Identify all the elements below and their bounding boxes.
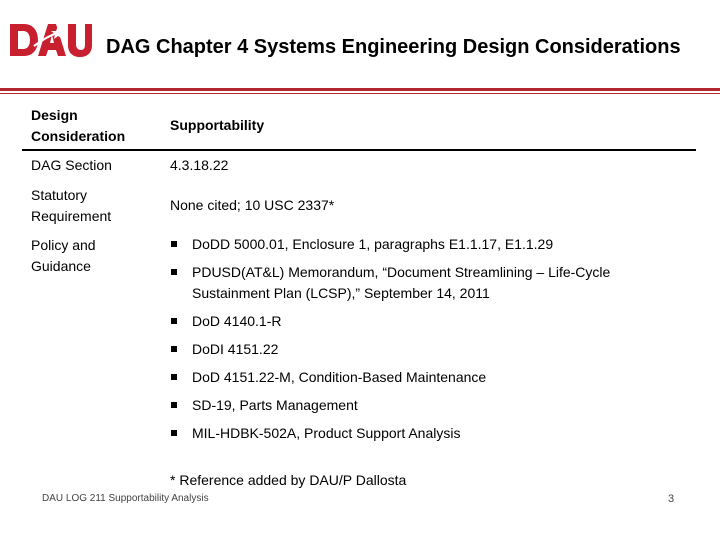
label-design-consideration: Design Consideration — [31, 107, 126, 144]
list-item: MIL-HDBK-502A, Product Support Analysis — [170, 423, 690, 444]
list-item: PDUSD(AT&L) Memorandum, “Document Streamlining – Life-Cycle Sustainment Plan (LCSP),” September 14, 2011 — [170, 262, 690, 304]
value-dag-section: 4.3.18.22 — [170, 157, 229, 173]
bullet-square-icon — [171, 430, 177, 436]
value-design-consideration: Supportability — [170, 117, 265, 133]
bullet-square-icon — [171, 241, 177, 247]
table-header-rule — [22, 149, 696, 151]
footer-course: DAU LOG 211 Supportability Analysis — [42, 493, 209, 504]
list-item: DoDD 5000.01, Enclosure 1, paragraphs E1.1.17, E1.1.29 — [170, 234, 690, 255]
list-item: DoDI 4151.22 — [170, 339, 690, 360]
list-item: DoD 4151.22-M, Condition-Based Maintenance — [170, 367, 690, 388]
value-statutory-requirement: None cited; 10 USC 2337* — [170, 197, 335, 213]
page-title: DAG Chapter 4 Systems Engineering Design Considerations — [106, 36, 681, 58]
header-rule-thin — [0, 93, 720, 94]
label-statutory-requirement: Statutory Requirement — [31, 187, 112, 224]
label-dag-section: DAG Section — [31, 157, 112, 173]
policy-guidance-list — [170, 234, 690, 451]
header-rule — [0, 88, 720, 91]
label-policy-guidance: Policy and Guidance — [31, 237, 96, 274]
page-number: 3 — [668, 493, 675, 505]
bullet-square-icon — [171, 346, 177, 352]
list-item: DoD 4140.1-R — [170, 311, 690, 332]
footnote: * Reference added by DAU/P Dallosta — [170, 472, 407, 488]
dau-logo — [8, 20, 92, 60]
bullet-square-icon — [171, 318, 177, 324]
bullet-square-icon — [171, 402, 177, 408]
list-item: SD-19, Parts Management — [170, 395, 690, 416]
bullet-square-icon — [171, 269, 177, 275]
bullet-square-icon — [171, 374, 177, 380]
